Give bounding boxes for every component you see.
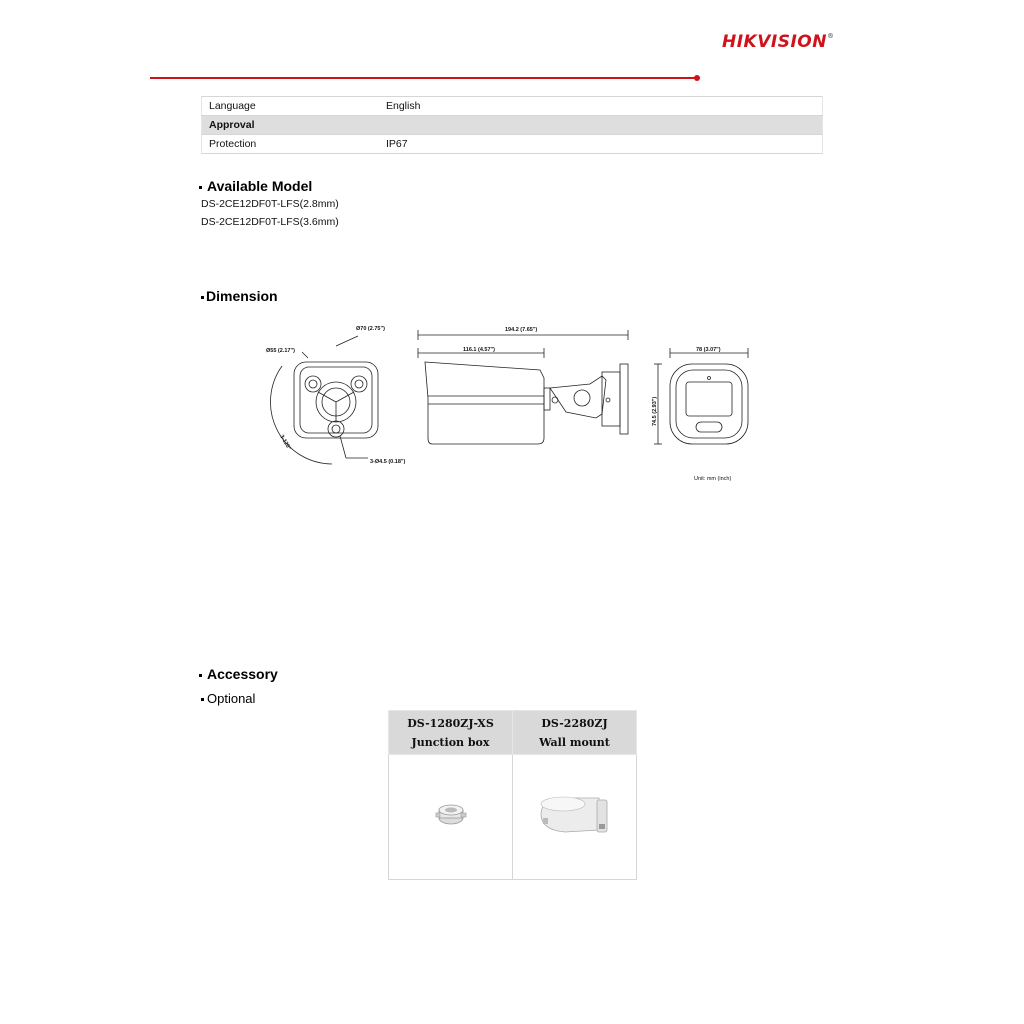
accessory-header bbox=[389, 711, 513, 755]
dim-label-length-total: 194.2 (7.65") bbox=[505, 327, 538, 333]
accessory-name: Wall mount bbox=[539, 735, 610, 749]
spec-label: Language bbox=[202, 97, 380, 116]
spec-row-language bbox=[202, 97, 823, 116]
bullet-icon bbox=[199, 674, 202, 677]
accessory-model: DS-2280ZJ bbox=[541, 716, 608, 730]
dim-label-height: 74.5 (2.93") bbox=[652, 396, 658, 426]
dim-label-angle: 3-120° bbox=[278, 434, 292, 452]
accessory-heading: Accessory bbox=[199, 666, 278, 682]
bullet-icon bbox=[199, 186, 202, 189]
spec-label: Protection bbox=[202, 135, 380, 154]
side-view bbox=[418, 330, 628, 444]
accessory-model: DS-1280ZJ-XS bbox=[407, 716, 494, 730]
face-view bbox=[654, 348, 748, 444]
accessory-header bbox=[513, 711, 637, 755]
wall-mount-image bbox=[513, 755, 637, 880]
spec-section-label: Approval bbox=[202, 116, 380, 135]
dim-label-d55: Ø55 (2.17") bbox=[266, 348, 295, 354]
dimension-drawing bbox=[250, 318, 750, 488]
header-rule-dot bbox=[694, 75, 700, 81]
dim-label-length-body: 116.1 (4.57") bbox=[463, 347, 495, 353]
dim-label-width: 78 (3.07") bbox=[696, 347, 721, 353]
accessory-table bbox=[388, 710, 637, 880]
junction-box-image bbox=[389, 755, 513, 880]
spec-value: English bbox=[379, 97, 823, 116]
dimension-heading: Dimension bbox=[201, 288, 278, 304]
dim-label-d70: Ø70 (2.75") bbox=[356, 326, 385, 332]
model-item: DS-2CE12DF0T-LFS(3.6mm) bbox=[201, 216, 339, 228]
bullet-icon bbox=[201, 296, 204, 299]
spec-row-protection bbox=[202, 135, 823, 154]
spec-section-value bbox=[379, 116, 823, 135]
dim-unit-note: Unit: mm (inch) bbox=[694, 476, 732, 482]
header-rule bbox=[150, 77, 695, 79]
spec-value: IP67 bbox=[379, 135, 823, 154]
bullet-icon bbox=[201, 698, 204, 701]
optional-subheading: Optional bbox=[201, 691, 255, 706]
dim-label-hole: 3-Ø4.5 (0.18") bbox=[370, 459, 406, 465]
spec-table bbox=[201, 96, 823, 154]
spec-section-approval bbox=[202, 116, 823, 135]
model-item: DS-2CE12DF0T-LFS(2.8mm) bbox=[201, 198, 339, 210]
hikvision-logo: HIKVISION® bbox=[722, 32, 835, 52]
available-model-heading: Available Model bbox=[199, 178, 312, 194]
accessory-name: Junction box bbox=[411, 735, 490, 749]
